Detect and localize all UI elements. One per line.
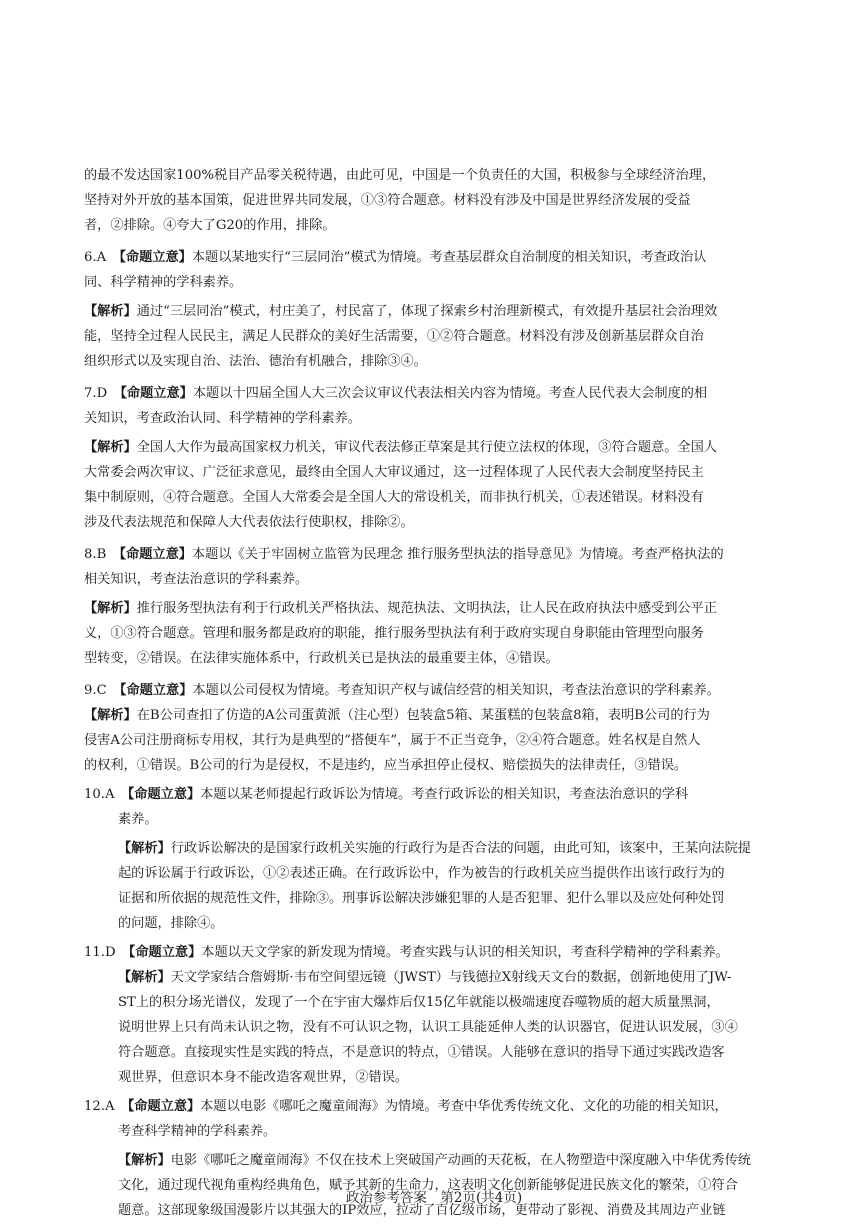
answer-item-9 bbox=[84, 678, 786, 778]
yiyi-label: 【命题立意】 bbox=[128, 945, 202, 960]
yiyi-line bbox=[84, 245, 786, 270]
jiexi-text: 行政诉讼解决的是国家行政机关实施的行政行为是否合法的问题，由此可知，该案中，王某向法院提 bbox=[170, 841, 751, 856]
text-line: 相关知识，考查法治意识的学科素养。 bbox=[84, 572, 309, 587]
page-footer: 政治参考答案 第2页(共4页) bbox=[345, 1190, 523, 1206]
jiexi-line bbox=[84, 836, 786, 861]
text-line: 同、科学精神的学科素养。 bbox=[84, 275, 243, 290]
yiyi-text: 本题以某地实行“三层同治”模式为情境。考查基层群众自治制度的相关知识，考查政治认 bbox=[191, 250, 707, 265]
text-line: 素养。 bbox=[118, 812, 158, 827]
answer-item-8 bbox=[84, 542, 786, 671]
answer-item-11 bbox=[84, 940, 786, 1090]
yiyi-text: 本题以十四届全国人大三次会议审议代表法相关内容为情境。考查人民代表大会制度的相 bbox=[192, 386, 708, 401]
jiexi-text: 天文学家结合詹姆斯·韦布空间望远镜（JWST）与钱德拉X射线天文台的数据，创新地使用了JW- bbox=[170, 970, 732, 985]
yiyi-text: 本题以公司侵权为情境。考查知识产权与诚信经营的相关知识，考查法治意识的学科素养。 bbox=[192, 683, 720, 698]
jiexi-text: 推行服务型执法有利于行政机关严格执法、规范执法、文明执法，让人民在政府执法中感受到公平正 bbox=[136, 601, 717, 616]
yiyi-text: 本题以电影《哪吒之魔童闹海》为情境。考查中华优秀传统文化、文化的功能的相关知识， bbox=[200, 1099, 728, 1114]
jiexi-label: 【解析】 bbox=[84, 304, 137, 319]
answer-item-10 bbox=[84, 782, 786, 936]
yiyi-line bbox=[84, 1094, 786, 1119]
answer-number: 7.D bbox=[84, 386, 108, 401]
answer-item-6 bbox=[84, 245, 786, 374]
text-line: 起的诉讼属于行政诉讼，①②表述正确。在行政诉讼中，作为被告的行政机关应当提供作出该行政行为的 bbox=[118, 866, 725, 881]
text-line: 题意。这部现象级国漫影片以其强大的IP效应，拉动了百亿级市场，更带动了影视、消费及其周边产业链 bbox=[118, 1203, 726, 1218]
text-line: ST上的积分场光谱仪，发现了一个在宇宙大爆炸后仅15亿年就能以极端速度吞噬物质的超大质量黑洞， bbox=[118, 995, 720, 1010]
jiexi-label: 【解析】 bbox=[84, 601, 137, 616]
jiexi-label: 【解析】 bbox=[118, 841, 171, 856]
text-line: 的问题，排除④。 bbox=[118, 916, 224, 931]
answer-number: 8.B bbox=[84, 547, 107, 562]
answer-number: 10.A bbox=[84, 787, 115, 802]
yiyi-text: 本题以《关于牢固树立监管为民理念 推行服务型执法的指导意见》为情境。考查严格执法的 bbox=[192, 547, 724, 562]
yiyi-label: 【命题立意】 bbox=[120, 386, 193, 401]
yiyi-text: 本题以天文学家的新发现为情境。考查实践与认识的相关知识，考查科学精神的学科素养。 bbox=[201, 945, 729, 960]
answer-content bbox=[84, 163, 786, 1223]
yiyi-label: 【命题立意】 bbox=[119, 683, 193, 698]
text-line: 大常委会两次审议、广泛征求意见，最终由全国人大审议通过，这一过程体现了人民代表大会制度坚持民主 bbox=[84, 465, 704, 480]
yiyi-label: 【命题立意】 bbox=[127, 1099, 201, 1114]
jiexi-text: 全国人大作为最高国家权力机关，审议代表法修正草案是其行使立法权的体现，③符合题意。全国人 bbox=[136, 440, 717, 455]
answer-number: 12.A bbox=[84, 1099, 115, 1114]
jiexi-label: 【解析】 bbox=[118, 1153, 171, 1168]
yiyi-label: 【命题立意】 bbox=[119, 547, 192, 562]
answer-number: 11.D bbox=[84, 945, 116, 960]
yiyi-line bbox=[84, 381, 786, 406]
text-line: 集中制原则，④符合题意。全国人大常委会是全国人大的常设机关，而非执行机关，①表述错误。材料没有 bbox=[84, 490, 704, 505]
yiyi-label: 【命题立意】 bbox=[127, 787, 201, 802]
jiexi-line bbox=[84, 299, 786, 324]
jiexi-label: 【解析】 bbox=[84, 440, 137, 455]
text-line: 文化，通过现代视角重构经典角色，赋予其新的生命力，这表明文化创新能够促进民族文化的繁荣，①符合 bbox=[118, 1178, 738, 1193]
text-line: 考查科学精神的学科素养。 bbox=[118, 1124, 277, 1139]
jiexi-text: 通过“三层同治”模式，村庄美了，村民富了，体现了探索乡村治理新模式，有效提升基层社会治理效 bbox=[136, 304, 718, 319]
text-line: 的最不发达国家100%税目产品零关税待遇，由此可见，中国是一个负责任的大国，积极参与全球经济治理， bbox=[84, 168, 716, 183]
jiexi-text: 在B公司查扣了仿造的A公司蛋黄派（注心型）包装盒5箱、某蛋糕的包装盒8箱，表明B公司的行为 bbox=[136, 708, 710, 723]
jiexi-text: 电影《哪吒之魔童闹海》不仅在技术上突破国产动画的天花板，在人物塑造中深度融入中华优秀传统 bbox=[170, 1153, 751, 1168]
text-line: 能，坚持全过程人民民主，满足人民群众的美好生活需要，①②符合题意。材料没有涉及创新基层群众自治 bbox=[84, 329, 704, 344]
text-line: 的权利，①错误。B公司的行为是侵权，不是违约，应当承担停止侵权、赔偿损失的法律责任，③错误。 bbox=[84, 758, 688, 773]
text-line: 观世界，但意识本身不能改造客观世界，②错误。 bbox=[118, 1070, 409, 1085]
yiyi-line bbox=[84, 678, 786, 703]
text-line: 涉及代表法规范和保障人大代表依法行使职权，排除②。 bbox=[84, 515, 414, 530]
yiyi-label: 【命题立意】 bbox=[119, 250, 192, 265]
text-line: 符合题意。直接现实性是实践的特点，不是意识的特点，①错误。人能够在意识的指导下通过实践改造客 bbox=[118, 1045, 725, 1060]
intro-paragraph bbox=[84, 163, 786, 238]
answer-number: 9.C bbox=[84, 683, 107, 698]
jiexi-line bbox=[84, 703, 786, 728]
text-line: 说明世界上只有尚未认识之物，没有不可认识之物，认识工具能延伸人类的认识器官，促进认识发展，③④ bbox=[118, 1020, 738, 1035]
answer-number: 6.A bbox=[84, 250, 107, 265]
jiexi-line bbox=[84, 1148, 786, 1173]
text-line: 证据和所依据的规范性文件，排除③。刑事诉讼解决涉嫌犯罪的人是否犯罪、犯什么罪以及应处何种处罚 bbox=[118, 891, 725, 906]
yiyi-line bbox=[84, 542, 786, 567]
yiyi-text: 本题以某老师提起行政诉讼为情境。考查行政诉讼的相关知识，考查法治意识的学科 bbox=[200, 787, 689, 802]
jiexi-line bbox=[84, 435, 786, 460]
text-line: 关知识，考查政治认同、科学精神的学科素养。 bbox=[84, 411, 361, 426]
jiexi-line bbox=[84, 965, 786, 990]
jiexi-label: 【解析】 bbox=[84, 708, 137, 723]
text-line: 坚持对外开放的基本国策，促进世界共同发展，①③符合题意。材料没有涉及中国是世界经济发展的受益 bbox=[84, 193, 691, 208]
answer-item-7 bbox=[84, 381, 786, 535]
text-line: 义，①③符合题意。管理和服务都是政府的职能，推行服务型执法有利于政府实现自身职能由管理型向服务 bbox=[84, 626, 704, 641]
text-line: 者，②排除。④夸大了G20的作用，排除。 bbox=[84, 218, 336, 233]
jiexi-line bbox=[84, 596, 786, 621]
text-line: 组织形式以及实现自治、法治、德治有机融合，排除③④。 bbox=[84, 354, 427, 369]
text-line: 型转变，②错误。在法律实施体系中，行政机关已是执法的最重要主体，④错误。 bbox=[84, 651, 559, 666]
yiyi-line bbox=[84, 782, 786, 807]
yiyi-line bbox=[84, 940, 786, 965]
jiexi-label: 【解析】 bbox=[118, 970, 171, 985]
text-line: 侵害A公司注册商标专用权，其行为是典型的“搭便车”，属于不正当竞争，②④符合题意。姓名权是自然人 bbox=[84, 733, 701, 748]
